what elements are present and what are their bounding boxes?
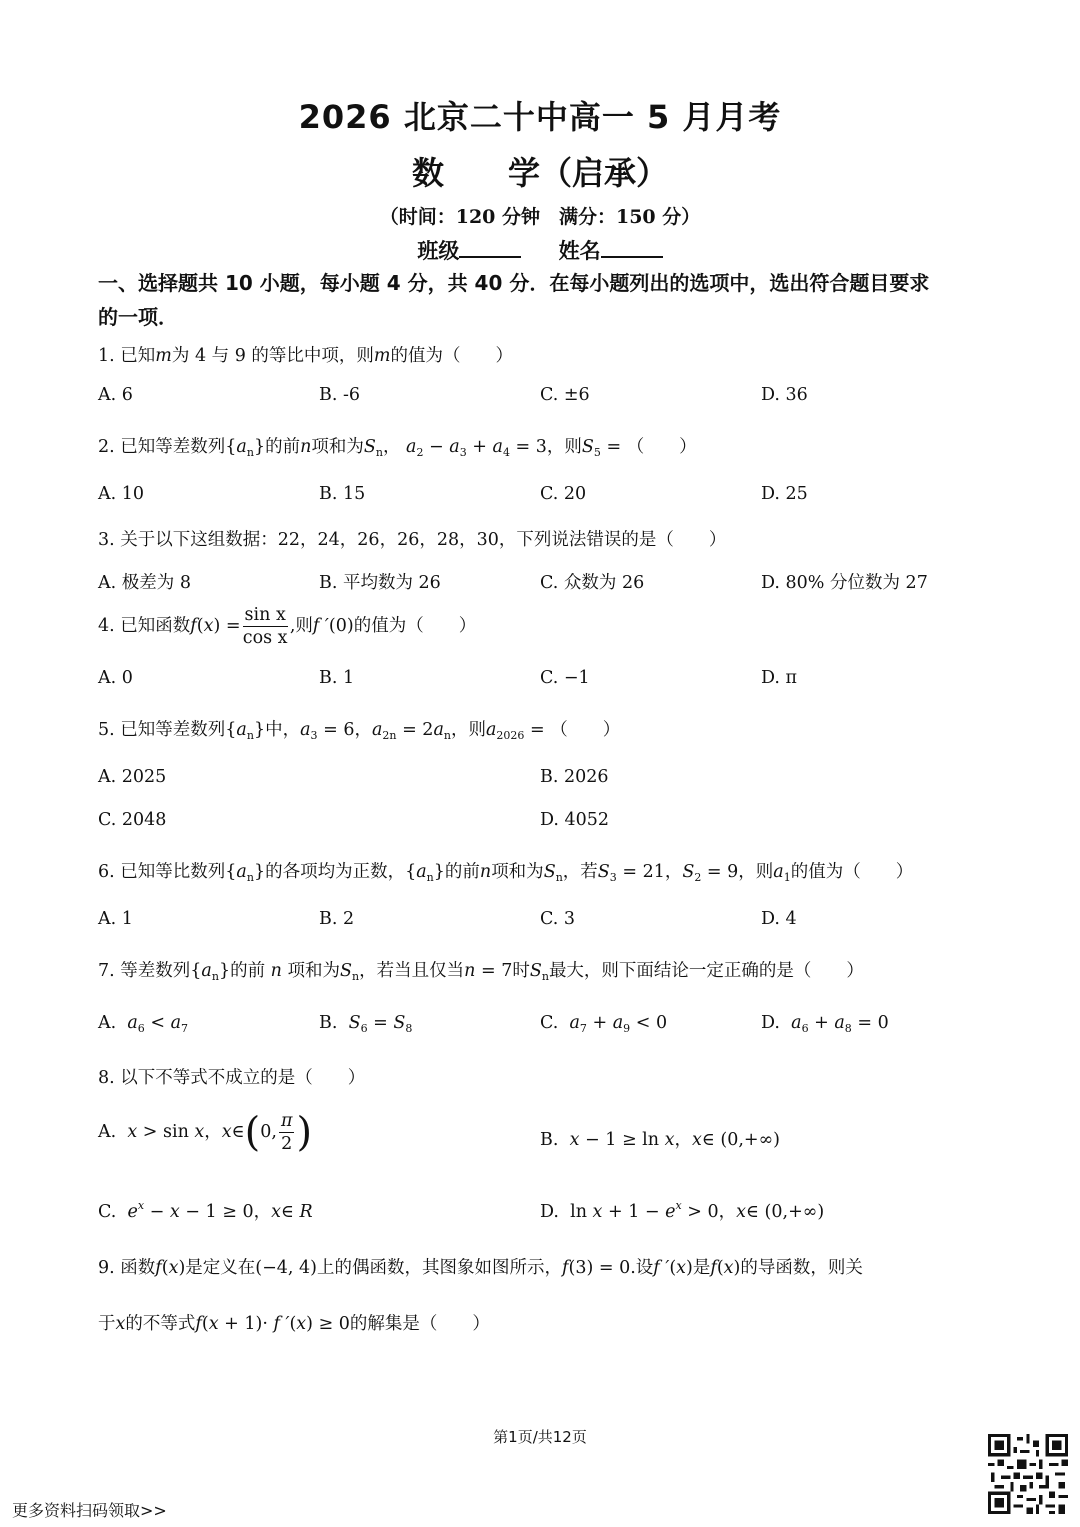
more-resources-link[interactable]: 更多资料扫码领取>>: [12, 1501, 167, 1520]
q8-option-b: B. x − 1 ≥ ln x，x∈ (0,+∞): [540, 1130, 780, 1150]
q7-option-a: A. $a_6 < a_7$: [98, 1013, 189, 1035]
q3-option-d: D. 80% 分位数为 27: [761, 573, 928, 593]
question-3: 3. 关于以下这组数据：22，24，26，26，28，30，下列说法错误的是（ ）: [98, 530, 727, 550]
q1-option-d: D. 36: [761, 385, 808, 405]
fraction: $\frac{\text{sin x}}{\text{cos x}}$: [242, 605, 288, 648]
question-6: 6. 已知等比数列$\{a_n\}$的各项均为正数，$\{a_n\}$的前n项和为$S_n$，若$S_3 = 21$，$S_2 = 9$，则$a_1$的值为（ ）: [98, 862, 914, 884]
q2-option-b: B. 15: [319, 484, 366, 504]
q8-option-a: A. x > sin x，x∈(0, $\frac{\pi}{2}$ ): [98, 1109, 313, 1156]
q8-option-c: C. $e^x - x - 1 \ge 0$，x∈ R: [98, 1199, 313, 1222]
q6-option-b: B. 2: [319, 909, 355, 929]
q1-option-b: B. -6: [319, 385, 361, 405]
section-heading: 一、选择题共 10 小题，每小题 4 分，共 40 分．在每小题列出的选项中，选出符合题目要求 的一项．: [98, 271, 930, 329]
q6-option-a: A. 1: [98, 909, 133, 929]
q4-option-a: A. 0: [98, 668, 133, 688]
exam-title: 2026 北京二十中高一 5 月月考: [298, 98, 782, 136]
class-label: 班级: [417, 238, 460, 263]
q2-option-a: A. 10: [98, 484, 145, 504]
q7-option-c: C. $a_7 + a_9 < 0$: [540, 1013, 668, 1035]
q5-option-d: D. 4052: [540, 810, 610, 830]
question-4: 4. 已知函数f(x) = $\frac{\text{sin x}}{\text{cos x}}$ ,则f ′(0)的值为（ ）: [98, 605, 477, 648]
question-7: 7. 等差数列$\{a_n\}$的前 n 项和为$S_n$，若当且仅当n = 7时$S_n$最大，则下面结论一定正确的是（ ）: [98, 961, 864, 983]
time-info: （时间：120 分钟 满分：150 分）: [379, 206, 701, 228]
page-number: 第1页/共12页: [493, 1428, 587, 1446]
question-8: 8. 以下不等式不成立的是（ ）: [98, 1068, 366, 1088]
subject-title: [0, 148, 1080, 194]
q2-option-d: D. 25: [761, 484, 808, 504]
question-5: 5. 已知等差数列$\{a_n\}$中，$a_3 = 6$，$a_{2n} = 2a_n$，则$a_{2026}$ = （ ）: [98, 720, 621, 742]
q4-option-b: B. 1: [319, 668, 355, 688]
q3-option-b: B. 平均数为 26: [319, 573, 441, 593]
q4-option-d: D. π: [761, 668, 798, 688]
question-1: 1. 已知m为 4 与 9 的等比中项，则m的值为（ ）: [98, 346, 514, 366]
q3-option-c: C. 众数为 26: [540, 573, 645, 593]
class-blank: [459, 236, 521, 258]
question-9-line1: 9. 函数f(x)是定义在(−4, 4)上的偶函数，其图象如图所示，f(3) = 0.设f ′(x)是f(x)的导函数，则关: [98, 1258, 863, 1278]
name-label: 姓名: [558, 238, 601, 263]
q1-option-c: C. ±6: [540, 385, 590, 405]
q6-option-c: C. 3: [540, 909, 576, 929]
question-2: 2. 已知等差数列$\{a_n\}$的前n项和为$S_n$， $a_2 - a_3 + a_4 = 3$，则$S_5$ = （ ）: [98, 437, 697, 459]
q5-option-c: C. 2048: [98, 810, 167, 830]
name-blank: [601, 236, 663, 258]
q2-option-c: C. 20: [540, 484, 587, 504]
q4-option-c: C. −1: [540, 668, 590, 688]
question-9-line2: 于x的不等式f(x + 1)· f ′(x) ≥ 0的解集是（ ）: [98, 1314, 490, 1334]
subject-left: 数: [411, 154, 444, 192]
q5-option-b: B. 2026: [540, 767, 609, 787]
q5-option-a: A. 2025: [98, 767, 167, 787]
qr-code-icon: [988, 1434, 1068, 1514]
q7-option-b: B. $S_6 = S_8$: [319, 1013, 413, 1035]
q8-option-d: D. $\ln x + 1 - e^x > 0$，x∈ (0,+∞): [540, 1199, 825, 1222]
q1-option-a: A. 6: [98, 385, 133, 405]
subject-right: 学（启承）: [508, 154, 669, 192]
q3-option-a: A. 极差为 8: [98, 573, 191, 593]
q6-option-d: D. 4: [761, 909, 797, 929]
q7-option-d: D. $a_6 + a_8 = 0$: [761, 1013, 889, 1035]
student-info: [0, 235, 1080, 265]
